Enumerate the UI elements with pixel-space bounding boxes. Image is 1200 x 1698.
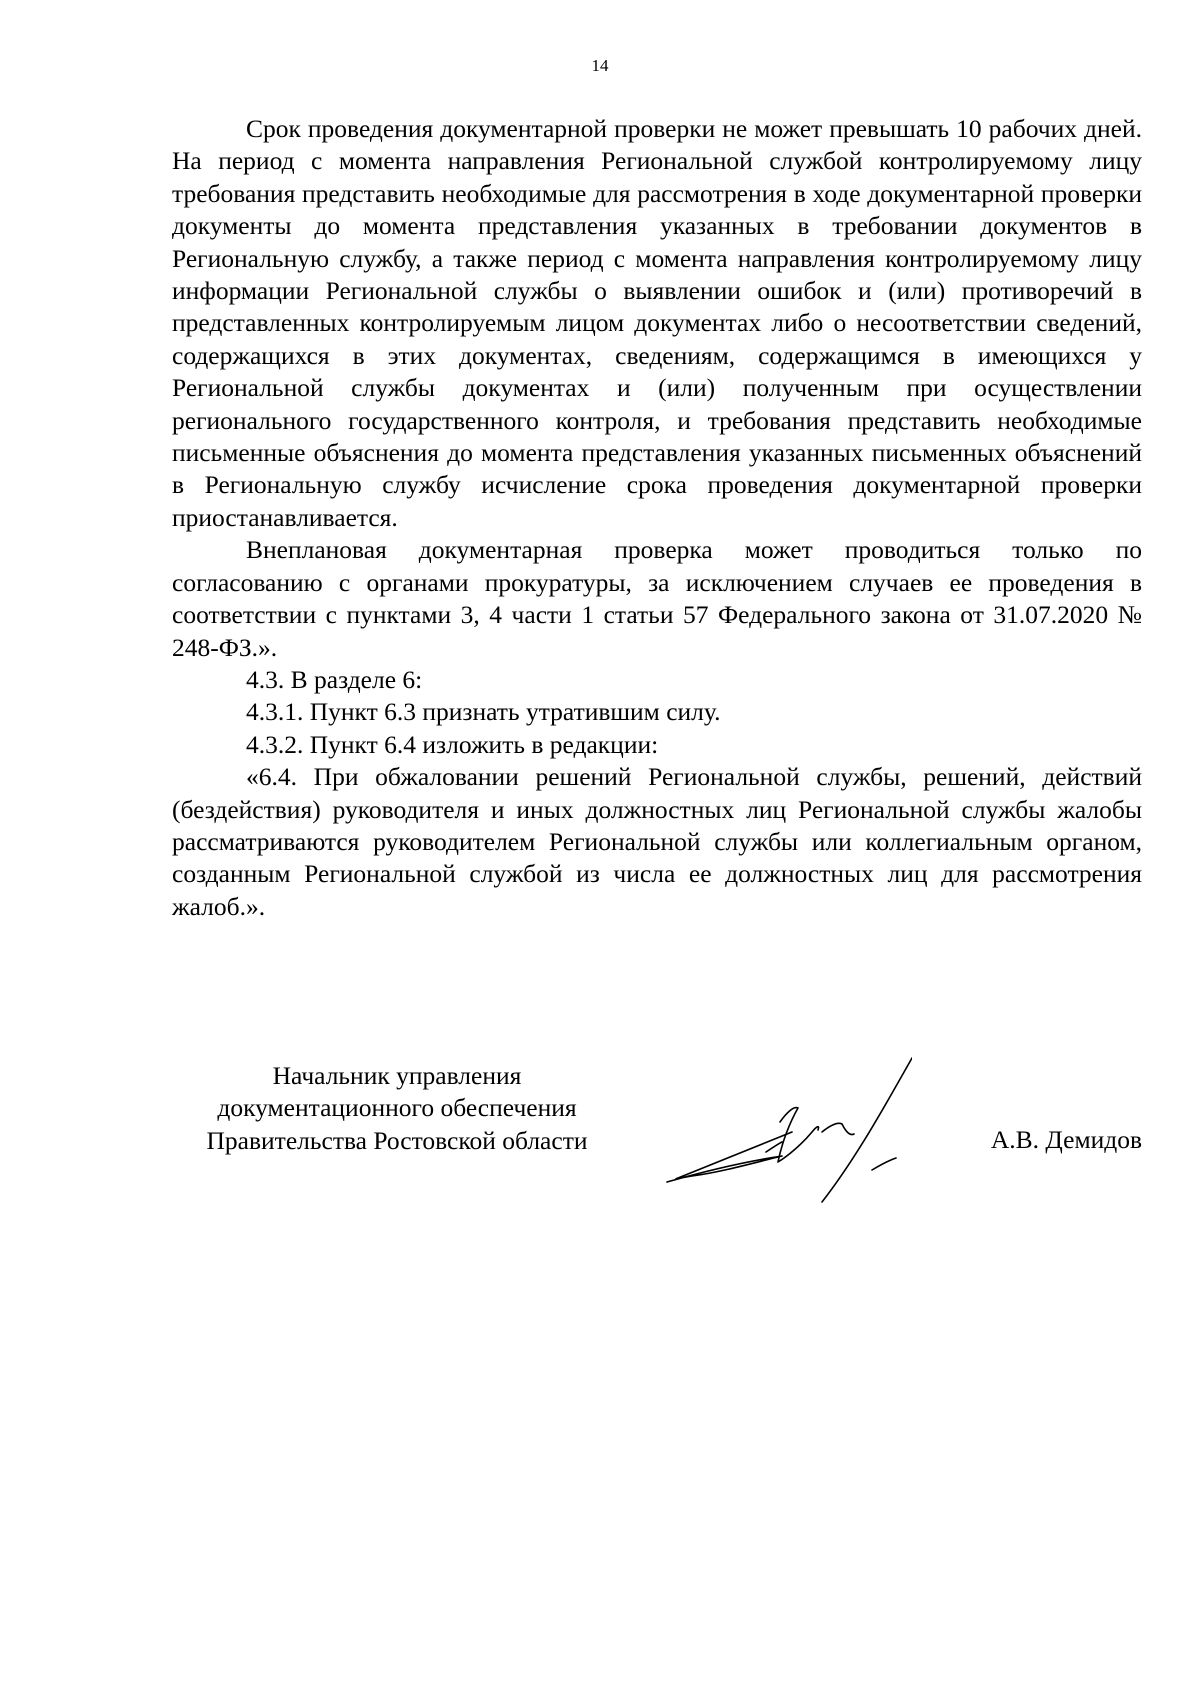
paragraph-section-6: 4.3. В разделе 6: — [246, 664, 423, 694]
signer-position — [172, 1060, 622, 1157]
paragraph-item-4-3-2: 4.3.2. Пункт 6.4 изложить в редакции: — [246, 729, 659, 759]
signature-block — [172, 1060, 1142, 1220]
paragraph-item-6-4: «6.4. При обжаловании решений Региональной службы, решений, действий (бездействия) руководителя и иных должностных лиц Региональной службы жалобы рассматриваются руководителем Региональной службы или коллегиальным органом, созданным Региональной службой из числа ее должностных лиц для рассмотрения жалоб.». — [172, 762, 1142, 921]
paragraph-item-4-3-1: 4.3.1. Пункт 6.3 признать утратившим силу. — [246, 697, 721, 727]
handwritten-signature-icon — [662, 1052, 912, 1212]
document-body — [172, 113, 1142, 923]
page-number: 14 — [591, 56, 609, 75]
signer-name: А.В. Демидов — [990, 1125, 1142, 1154]
signer-position-line: Правительства Ростовской области — [206, 1125, 588, 1155]
signer-position-line: документационного обеспечения — [217, 1093, 577, 1123]
paragraph-inspection-term: Срок проведения документарной проверки не может превышать 10 рабочих дней. На период с момента направления Региональной службой контролируемому лицу требования представить необходимые для рассмотрения в ходе документарной проверки документы до момента представления указанных в требовании документов в Региональную службу, а также период с момента направления контролируемому лицу информации Региональной службы о выявлении ошибок и (или) противоречий в представленных контролируемым лицом документах либо о несоответствии сведений, содержащихся в этих документах, сведениям, содержащимся в имеющихся у Региональной службы документах и (или) полученным при осуществлении регионального государственного контроля, и требования представить необходимые письменные объяснения до момента представления указанных письменных объяснений в Региональную службу исчисление срока проведения документарной проверки приостанавливается. — [172, 114, 1142, 532]
signer-position-line: Начальник управления — [272, 1061, 522, 1090]
paragraph-unscheduled-inspection: Внеплановая документарная проверка может проводиться только по согласованию с органами прокуратуры, за исключением случаев ее проведения в соответствии с пунктами 3, 4 части 1 статьи 57 Федерального закона от 31.07.2020 № 248-ФЗ.». — [172, 535, 1142, 662]
